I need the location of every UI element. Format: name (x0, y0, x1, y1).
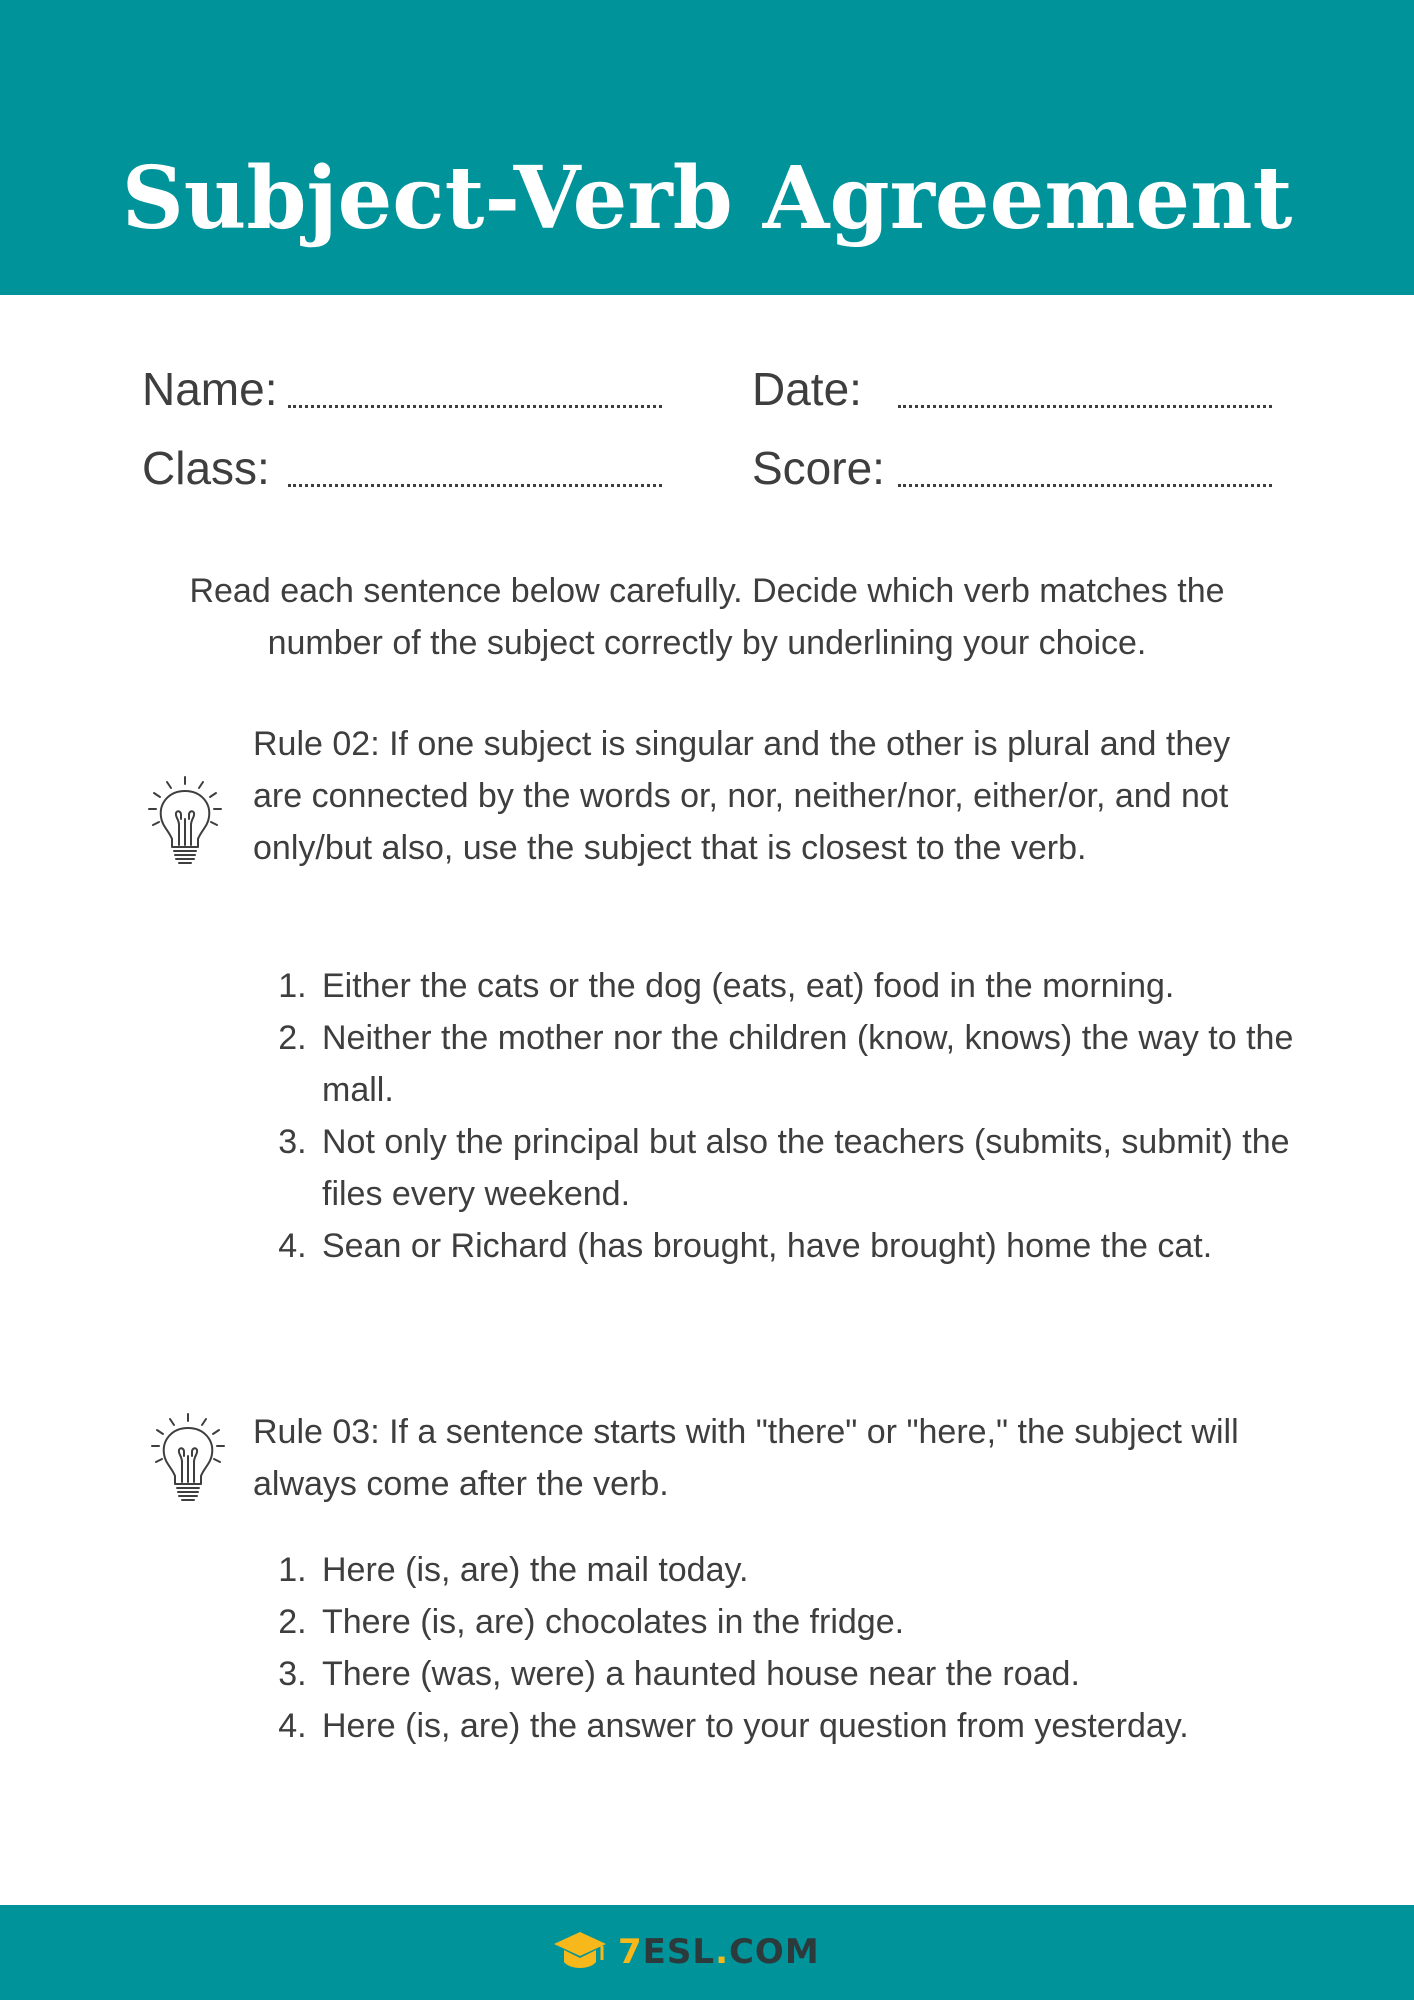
name-label: Name: (142, 363, 278, 415)
logo-dot: . (715, 1932, 729, 1972)
7esl-logo[interactable] (552, 1924, 820, 1980)
list-item: 2. There (is, are) chocolates in the fridge. (316, 1596, 1316, 1648)
list-item: 3. There (was, were) a haunted house near the road. (316, 1648, 1316, 1700)
list-item: 4. Sean or Richard (has brought, have brought) home the cat. (316, 1220, 1316, 1272)
logo-wordmark (618, 1932, 820, 1972)
list-item: 3. Not only the principal but also the teachers (submits, submit) the files every weekend. (316, 1116, 1316, 1220)
list-item: 4. Here (is, are) the answer to your question from yesterday. (316, 1700, 1316, 1752)
date-blank[interactable] (898, 405, 1272, 408)
list-item: 2. Neither the mother nor the children (know, knows) the way to the mall. (316, 1012, 1316, 1116)
logo-com: COM (728, 1932, 820, 1972)
lightbulb-icon (148, 1410, 228, 1510)
name-blank[interactable] (288, 405, 662, 408)
score-label: Score: (752, 442, 885, 494)
list-item: 1. Here (is, are) the mail today. (316, 1544, 1316, 1596)
rule-02-list (280, 960, 1316, 1272)
rule-03-list (280, 1544, 1316, 1752)
logo-esl: ESL (642, 1932, 716, 1972)
date-label: Date: (752, 363, 862, 415)
score-blank[interactable] (898, 484, 1272, 487)
lightbulb-icon (145, 773, 225, 873)
class-label: Class: (142, 442, 270, 494)
instructions: Read each sentence below carefully. Decide which verb matches the number of the subject correctly by underlining your choice. (189, 572, 1225, 662)
rule-02-text: Rule 02: If one subject is singular and the other is plural and they are connected by the words or, nor, neither/nor, either/or, and not only/but also, use the subject that is closest to the verb. (253, 725, 1231, 867)
page-title: Subject-Verb Agreement (121, 148, 1293, 249)
rule-03-text: Rule 03: If a sentence starts with "there" or "here," the subject will always come after the verb. (253, 1413, 1239, 1503)
list-item: 1. Either the cats or the dog (eats, eat) food in the morning. (316, 960, 1316, 1012)
graduation-cap-icon (552, 1928, 608, 1976)
logo-seven: 7 (618, 1932, 643, 1972)
class-blank[interactable] (288, 484, 662, 487)
